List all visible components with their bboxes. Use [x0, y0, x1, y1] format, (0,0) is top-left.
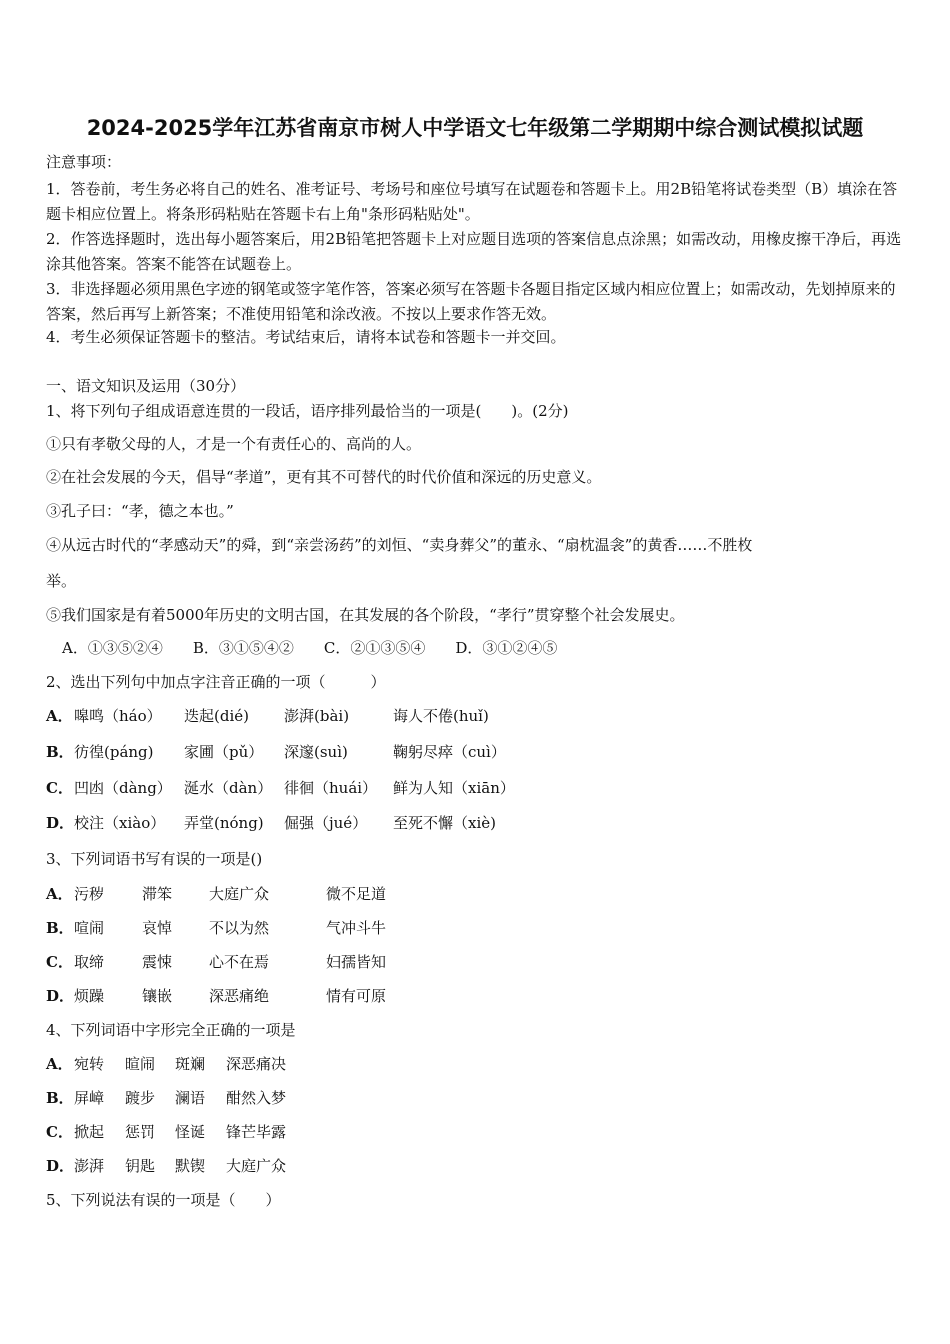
option-word: 心不在焉 — [209, 953, 270, 971]
option-letter: B． — [46, 743, 74, 761]
option-word: 暄闹 — [125, 1055, 156, 1073]
option-word: 澎湃(bài) — [284, 707, 350, 725]
option-word: 澜语 — [175, 1089, 206, 1107]
option-letter: B． — [46, 1089, 74, 1107]
q1-choice-c[interactable]: C．②①③⑤④ — [323, 639, 426, 657]
option-letter: C． — [46, 953, 73, 971]
q5-stem: 5、下列说法有误的一项是（ ） — [46, 1191, 281, 1209]
notice-item-4: 4．考生必须保证答题卡的整洁。考试结束后，请将本试卷和答题卡一并交回。 — [46, 328, 566, 346]
q1-sentence-5: ⑤我们国家是有着5000年历史的文明古国，在其发展的各个阶段，“孝行”贯穿整个社会发展史。 — [46, 606, 685, 624]
notice-heading: 注意事项： — [46, 153, 122, 171]
option-word: 妇孺皆知 — [326, 953, 387, 971]
option-word: 大庭广众 — [209, 885, 270, 903]
option-word: 深恶痛绝 — [209, 987, 270, 1005]
option-word: 迭起(dié) — [184, 707, 249, 725]
option-word: 锋芒毕露 — [226, 1123, 287, 1141]
option-word: 至死不懈（xiè) — [393, 814, 496, 832]
notice-item-2: 2．作答选择题时，选出每小题答案后，用2B铅笔把答题卡上对应题目选项的答案信息点涂黑；如需改动，用橡皮擦干净后，再选涂其他答案。答案不能答在试题卷上。 — [46, 230, 902, 273]
option-word: 斑斓 — [175, 1055, 206, 1073]
q1-sentence-1: ①只有孝敬父母的人，才是一个有责任心的、高尚的人。 — [46, 435, 422, 453]
q1-choice-d[interactable]: D．③①②④⑤ — [455, 639, 558, 657]
q1-sentence-2: ②在社会发展的今天，倡导“孝道”，更有其不可替代的时代价值和深远的历史意义。 — [46, 468, 602, 486]
option-word: 哀悼 — [142, 919, 173, 937]
q1-sentence-3: ③孔子曰：“孝，德之本也。” — [46, 502, 234, 520]
option-word: 掀起 — [74, 1123, 105, 1141]
q1-choice-b[interactable]: B．③①⑤④② — [192, 639, 294, 657]
option-word: 澎湃 — [74, 1157, 105, 1175]
option-word: 嗥鸣（háo） — [74, 707, 162, 725]
section-heading: 一、语文知识及运用（30分） — [46, 377, 246, 395]
option-word: 诲人不倦(huǐ) — [393, 707, 489, 725]
notice-item-3: 3．非选择题必须用黑色字迹的钢笔或签字笔作答，答案必须写在答题卡各题目指定区域内相应位置上；如需改动，先划掉原来的答案，然后再写上新答案；不准使用铅笔和涂改液。不按以上要求作答无效。 — [46, 280, 896, 323]
option-letter: D． — [46, 814, 75, 832]
q1-sentence-4-cont: 举。 — [46, 572, 77, 590]
option-letter: C． — [46, 1123, 73, 1141]
q1-sentence-4: ④从远古时代的“孝感动天”的舜，到“亲尝汤药”的刘恒、“卖身葬父”的董永、“扇枕温衾”的黄香……不胜枚 — [46, 536, 753, 554]
option-word: 深邃(suì) — [284, 743, 348, 761]
option-word: 默锲 — [175, 1157, 206, 1175]
option-letter: B． — [46, 919, 74, 937]
q3-stem: 3、下列词语书写有误的一项是() — [46, 850, 263, 868]
q1-choices — [62, 638, 587, 658]
option-word: 倔强（jué） — [284, 814, 368, 832]
option-word: 喧闹 — [74, 919, 105, 937]
option-word: 不以为然 — [209, 919, 270, 937]
option-word: 震悚 — [142, 953, 173, 971]
option-word: 烦躁 — [74, 987, 105, 1005]
option-word: 情有可原 — [326, 987, 387, 1005]
option-word: 惩罚 — [125, 1123, 156, 1141]
notice-item-1: 1．答卷前，考生务必将自己的姓名、准考证号、考场号和座位号填写在试题卷和答题卡上。用2B铅笔将试卷类型（B）填涂在答题卡相应位置上。将条形码粘贴在答题卡右上角"条形码粘贴处"。 — [46, 180, 898, 223]
q1-choice-a[interactable]: A．①③⑤②④ — [62, 639, 163, 657]
option-word: 徘徊（huái） — [284, 779, 378, 797]
option-word: 滞笨 — [142, 885, 173, 903]
option-word: 怪诞 — [175, 1123, 206, 1141]
option-word: 鞠躬尽瘁（cuì） — [393, 743, 506, 761]
option-word: 家圃（pǔ） — [184, 743, 264, 761]
option-word: 宛转 — [74, 1055, 105, 1073]
option-word: 钥匙 — [125, 1157, 156, 1175]
q4-stem: 4、下列词语中字形完全正确的一项是 — [46, 1021, 296, 1039]
option-word: 酣然入梦 — [226, 1089, 287, 1107]
page-title: 2024-2025学年江苏省南京市树人中学语文七年级第二学期期中综合测试模拟试题 — [86, 116, 864, 140]
option-word: 踱步 — [125, 1089, 156, 1107]
option-letter: D． — [46, 987, 75, 1005]
q2-stem: 2、选出下列句中加点字注音正确的一项（ ） — [46, 673, 386, 691]
option-letter: A． — [46, 885, 73, 903]
option-word: 弄堂(nóng) — [184, 814, 264, 832]
option-word: 微不足道 — [326, 885, 387, 903]
q1-stem: 1、将下列句子组成语意连贯的一段话，语序排列最恰当的一项是( )。(2分) — [46, 402, 569, 420]
option-word: 屏嶂 — [74, 1089, 105, 1107]
option-letter: C． — [46, 779, 73, 797]
option-letter: A． — [46, 707, 73, 725]
option-word: 气冲斗牛 — [326, 919, 387, 937]
option-word: 涎水（dàn） — [184, 779, 273, 797]
option-word: 彷徨(páng) — [74, 743, 154, 761]
option-letter: D． — [46, 1157, 75, 1175]
option-word: 镶嵌 — [142, 987, 173, 1005]
option-word: 深恶痛决 — [226, 1055, 287, 1073]
option-word: 大庭广众 — [226, 1157, 287, 1175]
option-word: 校注（xiào） — [74, 814, 166, 832]
option-word: 凹凼（dàng） — [74, 779, 172, 797]
option-letter: A． — [46, 1055, 73, 1073]
option-word: 鲜为人知（xiān） — [393, 779, 515, 797]
option-word: 取缔 — [74, 953, 105, 971]
option-word: 污秽 — [74, 885, 105, 903]
